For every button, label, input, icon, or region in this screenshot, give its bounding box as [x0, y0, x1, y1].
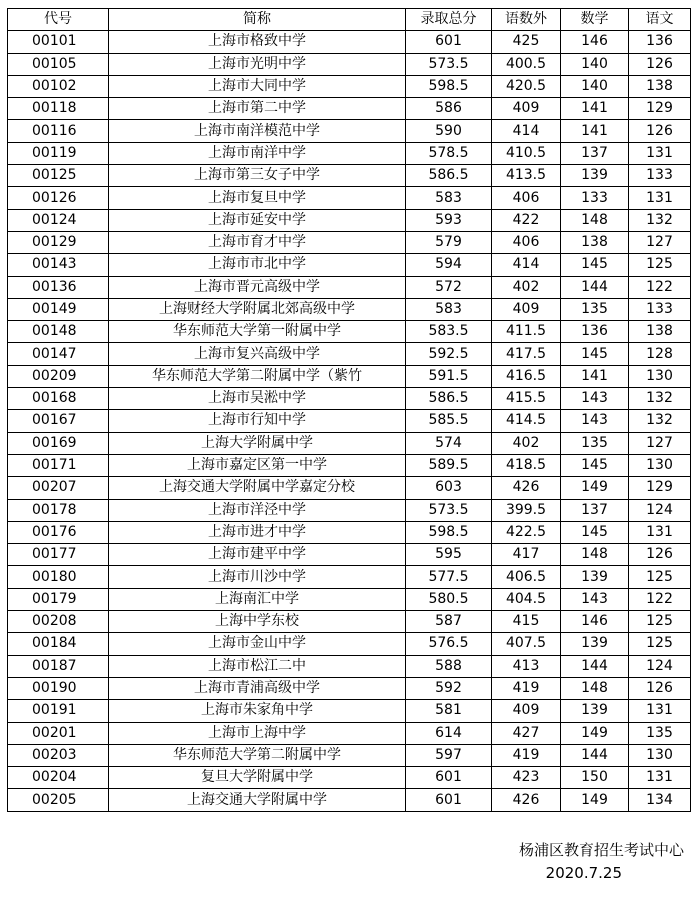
cell-chinese-math-english: 409	[492, 298, 561, 320]
table-row	[8, 209, 691, 231]
cell-school-name: 上海市进才中学	[109, 521, 406, 543]
table-row	[8, 544, 691, 566]
table-row	[8, 31, 691, 53]
cell-chinese: 130	[629, 365, 691, 387]
cell-chinese: 130	[629, 454, 691, 476]
table-row	[8, 321, 691, 343]
cell-chinese: 127	[629, 432, 691, 454]
header-chinese-math-english: 语数外	[492, 9, 561, 31]
cell-chinese: 122	[629, 588, 691, 610]
cell-code: 00177	[8, 544, 109, 566]
cell-chinese: 131	[629, 187, 691, 209]
cell-total-score: 583	[406, 298, 492, 320]
cell-chinese-math-english: 406	[492, 187, 561, 209]
cell-school-name: 上海市光明中学	[109, 53, 406, 75]
cell-total-score: 592	[406, 677, 492, 699]
cell-school-name: 上海交通大学附属中学	[109, 789, 406, 811]
cell-code: 00180	[8, 566, 109, 588]
cell-school-name: 上海市建平中学	[109, 544, 406, 566]
cell-chinese-math-english: 417.5	[492, 343, 561, 365]
cell-total-score: 594	[406, 254, 492, 276]
cell-code: 00147	[8, 343, 109, 365]
cell-math: 138	[561, 231, 629, 253]
cell-code: 00148	[8, 321, 109, 343]
cell-total-score: 576.5	[406, 633, 492, 655]
cell-chinese: 129	[629, 98, 691, 120]
cell-total-score: 589.5	[406, 454, 492, 476]
table-row	[8, 276, 691, 298]
table-row	[8, 142, 691, 164]
cell-school-name: 上海市格致中学	[109, 31, 406, 53]
cell-school-name: 上海市复旦中学	[109, 187, 406, 209]
cell-math: 145	[561, 343, 629, 365]
cell-total-score: 573.5	[406, 53, 492, 75]
table-row	[8, 254, 691, 276]
cell-chinese: 130	[629, 744, 691, 766]
cell-total-score: 601	[406, 767, 492, 789]
cell-code: 00205	[8, 789, 109, 811]
cell-math: 148	[561, 209, 629, 231]
cell-math: 140	[561, 75, 629, 97]
table-row	[8, 365, 691, 387]
cell-math: 141	[561, 120, 629, 142]
cell-chinese-math-english: 414	[492, 120, 561, 142]
cell-total-score: 598.5	[406, 75, 492, 97]
cell-code: 00178	[8, 499, 109, 521]
cell-code: 00167	[8, 410, 109, 432]
cell-chinese: 125	[629, 566, 691, 588]
cell-chinese: 132	[629, 410, 691, 432]
cell-chinese: 124	[629, 499, 691, 521]
header-total-score: 录取总分	[406, 9, 492, 31]
cell-total-score: 577.5	[406, 566, 492, 588]
table-row	[8, 343, 691, 365]
cell-school-name: 上海市洋泾中学	[109, 499, 406, 521]
cell-chinese-math-english: 418.5	[492, 454, 561, 476]
cell-math: 146	[561, 31, 629, 53]
cell-total-score: 587	[406, 611, 492, 633]
cell-code: 00190	[8, 677, 109, 699]
cell-math: 136	[561, 321, 629, 343]
cell-total-score: 579	[406, 231, 492, 253]
cell-total-score: 583.5	[406, 321, 492, 343]
cell-chinese: 138	[629, 75, 691, 97]
cell-code: 00105	[8, 53, 109, 75]
cell-math: 141	[561, 365, 629, 387]
cell-code: 00171	[8, 454, 109, 476]
cell-chinese-math-english: 422	[492, 209, 561, 231]
cell-chinese-math-english: 411.5	[492, 321, 561, 343]
cell-school-name: 上海市晋元高级中学	[109, 276, 406, 298]
cell-total-score: 595	[406, 544, 492, 566]
cell-math: 143	[561, 410, 629, 432]
cell-chinese: 135	[629, 722, 691, 744]
cell-math: 144	[561, 276, 629, 298]
cell-code: 00102	[8, 75, 109, 97]
cell-math: 149	[561, 789, 629, 811]
cell-chinese: 131	[629, 142, 691, 164]
issue-date: 2020.7.25	[545, 864, 622, 882]
cell-chinese-math-english: 417	[492, 544, 561, 566]
cell-school-name: 上海市南洋中学	[109, 142, 406, 164]
cell-total-score: 585.5	[406, 410, 492, 432]
cell-school-name: 上海市松江二中	[109, 655, 406, 677]
cell-chinese-math-english: 410.5	[492, 142, 561, 164]
table-row	[8, 298, 691, 320]
cell-chinese: 131	[629, 700, 691, 722]
cell-math: 145	[561, 454, 629, 476]
header-math: 数学	[561, 9, 629, 31]
cell-math: 137	[561, 499, 629, 521]
cell-math: 139	[561, 566, 629, 588]
cell-total-score: 580.5	[406, 588, 492, 610]
cell-school-name: 上海市金山中学	[109, 633, 406, 655]
table-row	[8, 566, 691, 588]
header-name: 简称	[109, 9, 406, 31]
cell-code: 00119	[8, 142, 109, 164]
cell-math: 149	[561, 722, 629, 744]
cell-chinese: 125	[629, 611, 691, 633]
table-row	[8, 454, 691, 476]
cell-chinese: 125	[629, 254, 691, 276]
cell-chinese-math-english: 425	[492, 31, 561, 53]
table-row	[8, 677, 691, 699]
cell-code: 00201	[8, 722, 109, 744]
cell-math: 133	[561, 187, 629, 209]
table-row	[8, 700, 691, 722]
cell-total-score: 586.5	[406, 388, 492, 410]
cell-math: 140	[561, 53, 629, 75]
cell-chinese-math-english: 413	[492, 655, 561, 677]
cell-math: 144	[561, 655, 629, 677]
cell-chinese-math-english: 422.5	[492, 521, 561, 543]
cell-code: 00209	[8, 365, 109, 387]
cell-school-name: 上海财经大学附属北郊高级中学	[109, 298, 406, 320]
header-code: 代号	[8, 9, 109, 31]
cell-total-score: 614	[406, 722, 492, 744]
cell-total-score: 588	[406, 655, 492, 677]
cell-school-name: 上海中学东校	[109, 611, 406, 633]
cell-chinese: 124	[629, 655, 691, 677]
table-row	[8, 767, 691, 789]
table-row	[8, 655, 691, 677]
cell-total-score: 603	[406, 477, 492, 499]
cell-school-name: 上海交通大学附属中学嘉定分校	[109, 477, 406, 499]
cell-math: 145	[561, 254, 629, 276]
cell-total-score: 574	[406, 432, 492, 454]
table-row	[8, 53, 691, 75]
cell-school-name: 上海市大同中学	[109, 75, 406, 97]
cell-chinese-math-english: 399.5	[492, 499, 561, 521]
cell-code: 00101	[8, 31, 109, 53]
issuing-organization: 杨浦区教育招生考试中心	[518, 841, 684, 859]
cell-math: 135	[561, 432, 629, 454]
cell-chinese-math-english: 400.5	[492, 53, 561, 75]
cell-total-score: 593	[406, 209, 492, 231]
cell-chinese: 131	[629, 767, 691, 789]
cell-school-name: 上海市青浦高级中学	[109, 677, 406, 699]
table-row	[8, 410, 691, 432]
table-body	[8, 31, 691, 811]
cell-code: 00168	[8, 388, 109, 410]
cell-math: 143	[561, 588, 629, 610]
cell-chinese-math-english: 404.5	[492, 588, 561, 610]
cell-school-name: 上海市复兴高级中学	[109, 343, 406, 365]
table-row	[8, 432, 691, 454]
cell-chinese-math-english: 419	[492, 677, 561, 699]
cell-math: 144	[561, 744, 629, 766]
table-row	[8, 477, 691, 499]
cell-chinese-math-english: 406.5	[492, 566, 561, 588]
cell-total-score: 578.5	[406, 142, 492, 164]
table-row	[8, 75, 691, 97]
cell-total-score: 572	[406, 276, 492, 298]
cell-chinese: 126	[629, 544, 691, 566]
cell-code: 00118	[8, 98, 109, 120]
cell-chinese-math-english: 416.5	[492, 365, 561, 387]
cell-chinese-math-english: 426	[492, 789, 561, 811]
cell-school-name: 上海市行知中学	[109, 410, 406, 432]
cell-school-name: 上海市川沙中学	[109, 566, 406, 588]
admission-score-table	[7, 8, 691, 812]
cell-school-name: 上海大学附属中学	[109, 432, 406, 454]
table-row	[8, 633, 691, 655]
cell-total-score: 592.5	[406, 343, 492, 365]
cell-total-score: 591.5	[406, 365, 492, 387]
cell-total-score: 598.5	[406, 521, 492, 543]
cell-school-name: 上海市朱家角中学	[109, 700, 406, 722]
cell-total-score: 586.5	[406, 165, 492, 187]
cell-chinese-math-english: 413.5	[492, 165, 561, 187]
table-row	[8, 98, 691, 120]
cell-code: 00169	[8, 432, 109, 454]
cell-code: 00179	[8, 588, 109, 610]
cell-total-score: 586	[406, 98, 492, 120]
cell-total-score: 601	[406, 31, 492, 53]
cell-math: 139	[561, 165, 629, 187]
cell-chinese: 133	[629, 298, 691, 320]
cell-school-name: 上海市第三女子中学	[109, 165, 406, 187]
cell-chinese: 131	[629, 521, 691, 543]
cell-code: 00176	[8, 521, 109, 543]
cell-code: 00149	[8, 298, 109, 320]
cell-math: 137	[561, 142, 629, 164]
table-header-row	[8, 9, 691, 31]
cell-school-name: 上海市延安中学	[109, 209, 406, 231]
table-row	[8, 789, 691, 811]
cell-total-score: 573.5	[406, 499, 492, 521]
cell-math: 143	[561, 388, 629, 410]
cell-chinese-math-english: 419	[492, 744, 561, 766]
cell-chinese-math-english: 427	[492, 722, 561, 744]
cell-code: 00204	[8, 767, 109, 789]
cell-math: 148	[561, 544, 629, 566]
cell-school-name: 上海市嘉定区第一中学	[109, 454, 406, 476]
cell-chinese: 133	[629, 165, 691, 187]
table-row	[8, 187, 691, 209]
cell-chinese: 138	[629, 321, 691, 343]
cell-school-name: 华东师范大学第二附属中学	[109, 744, 406, 766]
cell-school-name: 华东师范大学第一附属中学	[109, 321, 406, 343]
cell-chinese-math-english: 406	[492, 231, 561, 253]
cell-total-score: 581	[406, 700, 492, 722]
table-row	[8, 521, 691, 543]
cell-math: 135	[561, 298, 629, 320]
cell-chinese: 126	[629, 53, 691, 75]
cell-chinese-math-english: 409	[492, 700, 561, 722]
cell-total-score: 583	[406, 187, 492, 209]
cell-total-score: 590	[406, 120, 492, 142]
cell-code: 00124	[8, 209, 109, 231]
cell-chinese: 125	[629, 633, 691, 655]
cell-school-name: 上海市育才中学	[109, 231, 406, 253]
cell-chinese-math-english: 402	[492, 432, 561, 454]
cell-chinese: 127	[629, 231, 691, 253]
cell-chinese: 132	[629, 388, 691, 410]
table-row	[8, 388, 691, 410]
cell-code: 00129	[8, 231, 109, 253]
cell-code: 00207	[8, 477, 109, 499]
table-row	[8, 744, 691, 766]
table-row	[8, 499, 691, 521]
cell-school-name: 上海市南洋模范中学	[109, 120, 406, 142]
table-row	[8, 722, 691, 744]
cell-chinese-math-english: 409	[492, 98, 561, 120]
table-row	[8, 120, 691, 142]
table-row	[8, 588, 691, 610]
cell-code: 00187	[8, 655, 109, 677]
cell-code: 00184	[8, 633, 109, 655]
cell-chinese: 136	[629, 31, 691, 53]
cell-math: 139	[561, 633, 629, 655]
table-row	[8, 611, 691, 633]
header-chinese: 语文	[629, 9, 691, 31]
cell-chinese-math-english: 420.5	[492, 75, 561, 97]
cell-code: 00203	[8, 744, 109, 766]
cell-code: 00191	[8, 700, 109, 722]
cell-math: 146	[561, 611, 629, 633]
cell-chinese-math-english: 415	[492, 611, 561, 633]
cell-chinese-math-english: 423	[492, 767, 561, 789]
cell-code: 00126	[8, 187, 109, 209]
cell-math: 150	[561, 767, 629, 789]
cell-total-score: 601	[406, 789, 492, 811]
cell-chinese: 129	[629, 477, 691, 499]
table-row	[8, 165, 691, 187]
cell-school-name: 华东师范大学第二附属中学（紫竹	[109, 365, 406, 387]
cell-school-name: 上海市第二中学	[109, 98, 406, 120]
cell-school-name: 上海市市北中学	[109, 254, 406, 276]
cell-school-name: 复旦大学附属中学	[109, 767, 406, 789]
cell-chinese: 132	[629, 209, 691, 231]
cell-math: 145	[561, 521, 629, 543]
cell-chinese: 134	[629, 789, 691, 811]
cell-code: 00136	[8, 276, 109, 298]
cell-chinese-math-english: 414	[492, 254, 561, 276]
cell-total-score: 597	[406, 744, 492, 766]
cell-chinese-math-english: 407.5	[492, 633, 561, 655]
cell-code: 00143	[8, 254, 109, 276]
cell-chinese-math-english: 402	[492, 276, 561, 298]
cell-code: 00125	[8, 165, 109, 187]
cell-chinese: 126	[629, 120, 691, 142]
cell-chinese: 126	[629, 677, 691, 699]
cell-chinese-math-english: 426	[492, 477, 561, 499]
cell-math: 139	[561, 700, 629, 722]
cell-chinese: 122	[629, 276, 691, 298]
cell-math: 148	[561, 677, 629, 699]
cell-math: 141	[561, 98, 629, 120]
cell-code: 00208	[8, 611, 109, 633]
cell-school-name: 上海南汇中学	[109, 588, 406, 610]
cell-school-name: 上海市上海中学	[109, 722, 406, 744]
table-row	[8, 231, 691, 253]
cell-chinese-math-english: 415.5	[492, 388, 561, 410]
cell-school-name: 上海市吴淞中学	[109, 388, 406, 410]
cell-code: 00116	[8, 120, 109, 142]
cell-chinese-math-english: 414.5	[492, 410, 561, 432]
cell-math: 149	[561, 477, 629, 499]
cell-chinese: 128	[629, 343, 691, 365]
